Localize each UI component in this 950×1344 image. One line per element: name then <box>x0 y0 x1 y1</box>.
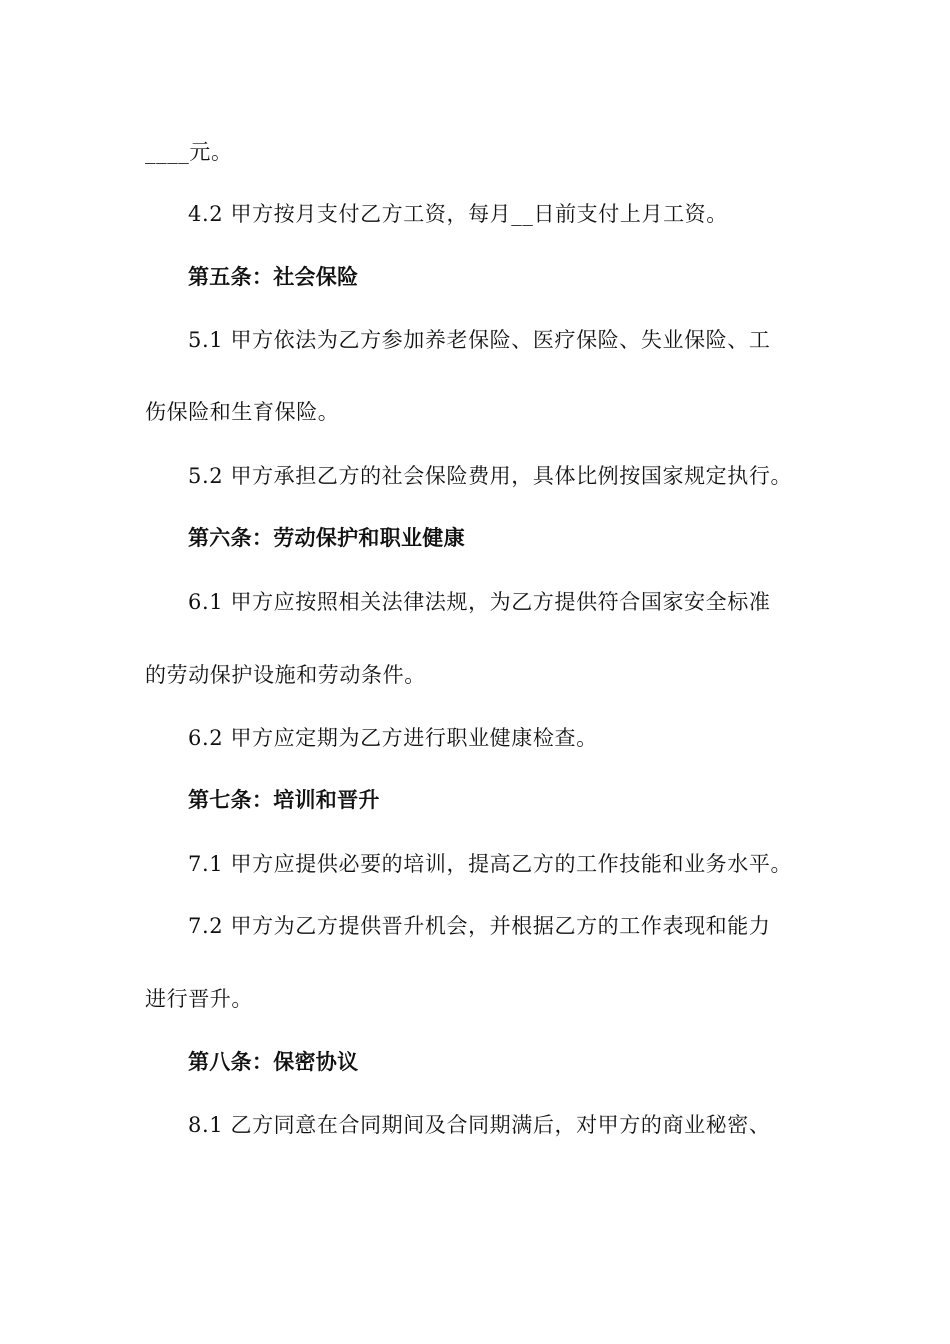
clause-5-2: 5.2 甲方承担乙方的社会保险费用，具体比例按国家规定执行。 <box>188 464 793 488</box>
article-7-heading: 第七条：培训和晋升 <box>188 788 380 812</box>
article-5-heading: 第五条：社会保险 <box>188 265 359 289</box>
article-6-heading: 第六条：劳动保护和职业健康 <box>188 526 465 550</box>
clause-6-2: 6.2 甲方应定期为乙方进行职业健康检查。 <box>188 726 598 750</box>
article-8-heading: 第八条：保密协议 <box>188 1050 359 1074</box>
clause-6-1-continued: 的劳动保护设施和劳动条件。 <box>145 663 426 687</box>
clause-6-1: 6.1 甲方应按照相关法律法规，为乙方提供符合国家安全标准 <box>188 590 771 614</box>
clause-7-2: 7.2 甲方为乙方提供晋升机会，并根据乙方的工作表现和能力 <box>188 914 771 938</box>
clause-5-1-continued: 伤保险和生育保险。 <box>145 400 340 424</box>
clause-7-1: 7.1 甲方应提供必要的培训，提高乙方的工作技能和业务水平。 <box>188 852 793 876</box>
clause-4-2: 4.2 甲方按月支付乙方工资，每月__日前支付上月工资。 <box>188 202 728 226</box>
salary-amount-line: ____元。 <box>145 140 233 164</box>
clause-8-1: 8.1 乙方同意在合同期间及合同期满后，对甲方的商业秘密、 <box>188 1113 771 1137</box>
clause-5-1: 5.1 甲方依法为乙方参加养老保险、医疗保险、失业保险、工 <box>188 328 771 352</box>
clause-7-2-continued: 进行晋升。 <box>145 987 253 1011</box>
